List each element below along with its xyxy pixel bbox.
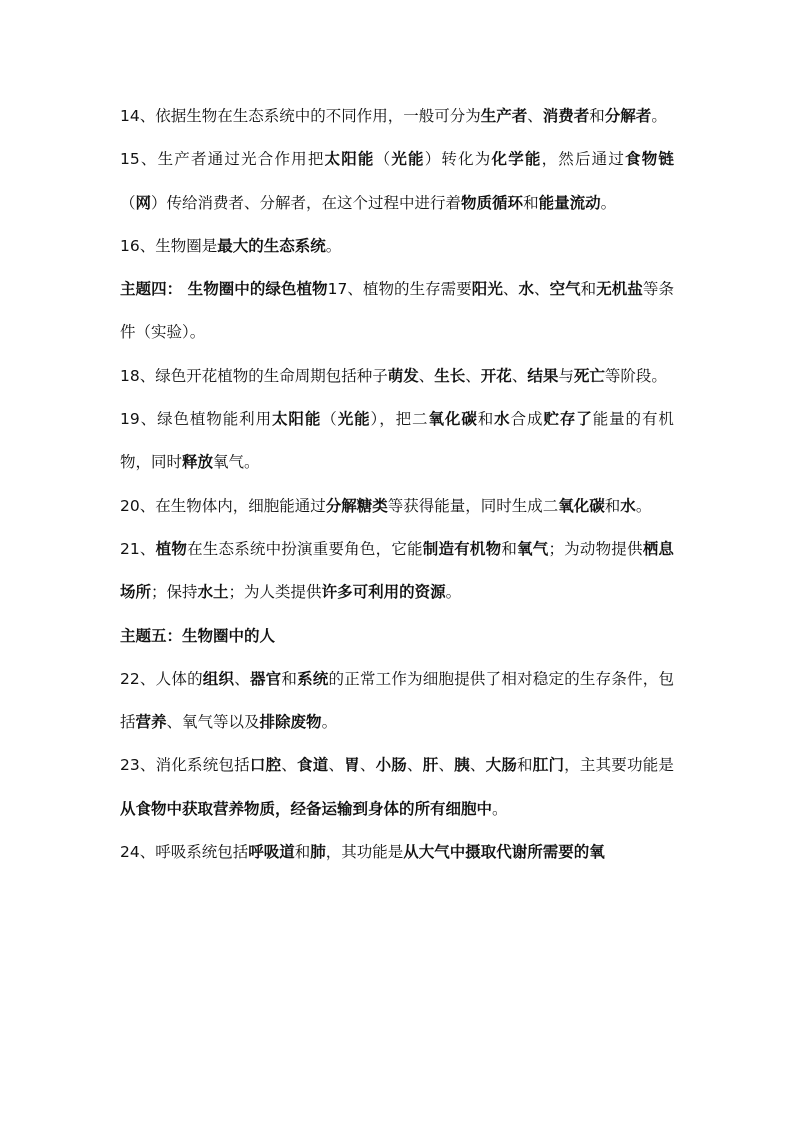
- paragraph: [120, 225, 674, 268]
- text-run: 。: [321, 713, 338, 732]
- text-run: 等阶段。: [604, 366, 667, 385]
- bold-text-run: 死亡: [573, 366, 605, 385]
- bold-text-run: 分解糖类: [325, 496, 388, 515]
- bold-text-run: 植物: [155, 539, 188, 558]
- bold-text-run: 从食物中获取营养物质，经备运输到身体的所有细胞中: [120, 799, 493, 818]
- paragraph: [120, 744, 674, 831]
- text-run: ，其功能是: [325, 843, 404, 862]
- text-run: 和: [501, 539, 518, 558]
- bold-text-run: 贮存了: [543, 410, 593, 429]
- bold-text-run: 氧化碳: [558, 496, 605, 515]
- bold-text-run: 最大的生态系统: [217, 236, 326, 255]
- bold-text-run: 系统: [297, 669, 329, 688]
- bold-text-run: 大肠: [485, 756, 518, 775]
- bold-text-run: 水: [620, 496, 636, 515]
- text-run: 和: [589, 107, 605, 125]
- text-run: 、: [511, 366, 528, 385]
- text-run: 22、人体的: [120, 669, 203, 688]
- paragraph: [120, 528, 674, 615]
- text-run: ）传给消费者、分解者，在这个过程中进行着: [151, 193, 462, 212]
- bold-text-run: 小肠: [375, 756, 408, 775]
- bold-text-run: 消费者: [542, 107, 590, 125]
- paragraph: [120, 398, 674, 485]
- text-run: 17、植物的生存需要: [327, 280, 472, 299]
- bold-text-run: 网: [135, 193, 152, 212]
- text-run: 和: [477, 410, 495, 429]
- bold-text-run: 阳光: [471, 280, 503, 299]
- text-run: 。: [492, 799, 508, 818]
- bold-text-run: 开花: [480, 366, 512, 385]
- text-run: 和: [294, 843, 311, 862]
- text-run: 、: [469, 756, 486, 775]
- paragraph: [120, 355, 674, 398]
- text-run: 、: [534, 280, 550, 299]
- text-run: 等获得能量，同时生成二: [387, 496, 559, 515]
- bold-text-run: 胃: [344, 756, 360, 775]
- bold-text-run: 主题五：生物圈中的人: [120, 626, 276, 645]
- text-run: 、: [359, 756, 376, 775]
- bold-text-run: 制造有机物: [422, 539, 502, 558]
- text-run: （: [374, 150, 392, 169]
- bold-text-run: 释放: [182, 453, 214, 472]
- bold-text-run: 水: [494, 410, 511, 429]
- text-run: 等条件（实验）。: [120, 280, 674, 342]
- text-run: 23、消化系统包括: [120, 756, 250, 775]
- text-run: 和: [580, 280, 597, 299]
- text-run: 。: [635, 496, 652, 515]
- bold-text-run: 分解者: [604, 107, 652, 125]
- text-run: 16、生物圈是: [120, 236, 218, 255]
- text-run: 。: [325, 236, 342, 255]
- bold-text-run: 光能: [391, 150, 425, 169]
- bold-text-run: 太阳能: [324, 150, 375, 169]
- text-run: 。: [445, 583, 462, 602]
- bold-text-run: 萌发: [387, 366, 419, 385]
- bold-text-run: 器官: [249, 669, 282, 688]
- bold-text-run: 口腔: [249, 756, 282, 775]
- text-run: 、: [418, 366, 435, 385]
- bold-text-run: 肝: [422, 756, 439, 775]
- text-run: 与: [558, 366, 574, 385]
- bold-text-run: 太阳能: [272, 410, 322, 429]
- text-run: 15、生产者通过光合作用把: [120, 150, 325, 169]
- bold-text-run: 肺: [310, 843, 326, 862]
- text-run: ），把二: [370, 410, 429, 429]
- text-run: 、: [328, 756, 345, 775]
- bold-text-run: 营养: [135, 713, 167, 732]
- text-run: 能量的有机物，同时: [120, 410, 674, 472]
- paragraph: [120, 95, 674, 138]
- text-run: 、氧气等以及: [166, 713, 260, 732]
- bold-text-run: 食物链: [625, 150, 674, 169]
- text-run: 18、绿色开花植物的生命周期包括种子: [120, 366, 388, 385]
- text-run: 和: [604, 496, 621, 515]
- text-run: 、: [281, 756, 298, 775]
- bold-text-run: 许多可利用的资源: [321, 583, 446, 602]
- paragraph: [120, 831, 674, 874]
- text-run: 、: [438, 756, 455, 775]
- text-run: 19、绿色植物能利用: [120, 410, 273, 429]
- paragraph: [120, 658, 674, 745]
- text-run: 合成: [510, 410, 544, 429]
- bold-text-run: 生长: [434, 366, 466, 385]
- text-run: ；为动物提供: [548, 539, 643, 558]
- bold-text-run: 肛门: [532, 756, 565, 775]
- bold-text-run: 氧化碳: [428, 410, 478, 429]
- bold-text-run: 呼吸道: [248, 843, 295, 862]
- text-run: 。: [651, 107, 667, 125]
- text-run: （: [120, 193, 136, 212]
- text-run: 。: [600, 193, 617, 212]
- bold-text-run: 光能: [337, 410, 371, 429]
- bold-text-run: 生产者: [480, 107, 528, 125]
- bold-text-run: 能量流动: [538, 193, 601, 212]
- bold-text-run: 组织: [202, 669, 235, 688]
- text-run: 和: [281, 669, 298, 688]
- paragraph: [120, 615, 674, 658]
- bold-text-run: 氧气: [517, 539, 549, 558]
- text-run: ，然后通过: [541, 150, 626, 169]
- text-run: 、: [407, 756, 423, 775]
- text-run: 和: [523, 193, 539, 212]
- bold-text-run: 水: [518, 280, 534, 299]
- text-run: 氧气。: [213, 453, 260, 472]
- text-run: 的正常工作为细胞提供了相对稳定的生存条件，包括: [120, 669, 674, 732]
- bold-text-run: 水土: [197, 583, 229, 602]
- bold-text-run: 空气: [549, 280, 581, 299]
- text-run: 24、呼吸系统包括: [120, 843, 249, 862]
- bold-text-run: 食道: [297, 756, 329, 775]
- bold-text-run: 排除废物: [259, 713, 322, 732]
- document-body: [120, 95, 674, 874]
- text-run: ；保持: [151, 583, 198, 602]
- bold-text-run: 结果: [527, 366, 559, 385]
- text-run: 、: [527, 107, 543, 125]
- bold-text-run: 化学能: [491, 150, 542, 169]
- text-run: 、: [234, 669, 250, 688]
- bold-text-run: 栖息场所: [120, 539, 674, 602]
- text-run: 14、依据生物在生态系统中的不同作用，一般可分为: [120, 107, 481, 125]
- bold-text-run: 从大气中摄取代谢所需要的氧: [403, 843, 605, 862]
- text-run: ）转化为: [424, 150, 492, 169]
- text-run: ；为人类提供: [228, 583, 322, 602]
- text-run: （: [321, 410, 338, 429]
- paragraph: [120, 138, 674, 225]
- text-run: 和: [517, 756, 533, 775]
- text-run: 、: [502, 280, 519, 299]
- bold-text-run: 主题四： 生物圈中的绿色植物: [120, 280, 328, 299]
- text-run: 、: [465, 366, 481, 385]
- paragraph: [120, 268, 674, 355]
- text-run: ，主其要功能是: [564, 756, 674, 775]
- text-run: 20、在生物体内，细胞能通过: [120, 496, 326, 515]
- bold-text-run: 无机盐: [596, 280, 643, 299]
- text-run: 在生态系统中扮演重要角色，它能: [187, 539, 423, 558]
- bold-text-run: 物质循环: [461, 193, 524, 212]
- bold-text-run: 胰: [454, 756, 470, 775]
- paragraph: [120, 485, 674, 528]
- text-run: 21、: [120, 539, 156, 558]
